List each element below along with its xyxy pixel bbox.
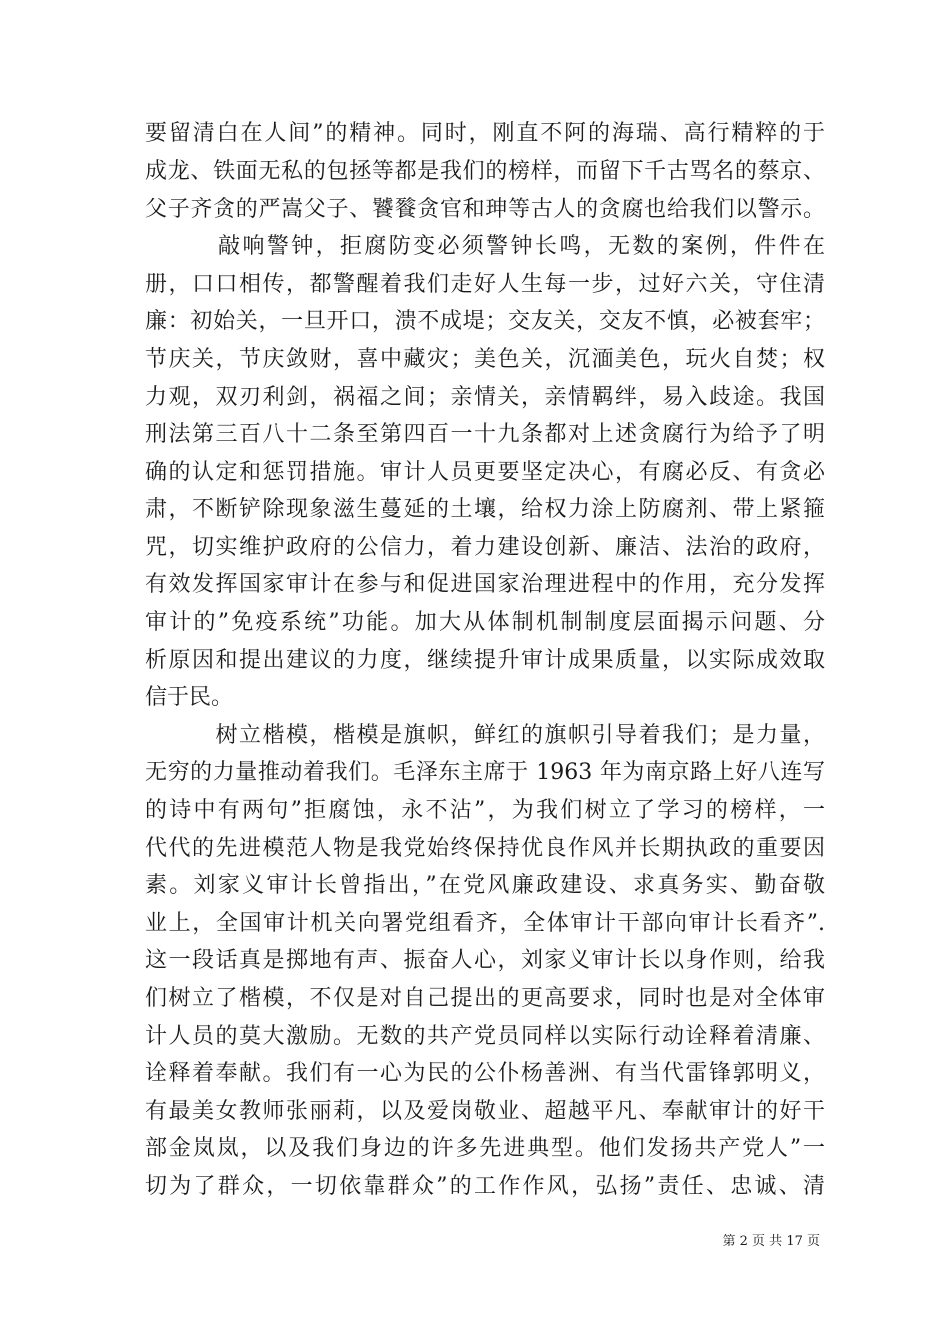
text-line: 敲响警钟，拒腐防变必须警钟长鸣，无数的案例，件件在: [145, 234, 825, 259]
text-line: 要留清白在人间”的精神。同时，刚直不阿的海瑞、高行精粹的于: [145, 121, 825, 146]
page-number-footer: 第 2 页 共 17 页: [722, 1234, 820, 1249]
text-line: 成龙、铁面无私的包拯等都是我们的榜样，而留下千古骂名的蔡京、: [145, 159, 825, 184]
text-line: 刑法第三百八十二条至第四百一十九条都对上述贪腐行为给予了明: [145, 422, 825, 447]
text-line: 这一段话真是掷地有声、振奋人心，刘家义审计长以身作则，给我: [145, 948, 825, 973]
text-line: 的诗中有两句”拒腐蚀，永不沾”，为我们树立了学习的榜样，一: [145, 798, 825, 823]
text-line: 部金岚岚，以及我们身边的许多先进典型。他们发扬共产党人”一: [145, 1136, 825, 1161]
text-line: 审计的”免疫系统”功能。加大从体制机制制度层面揭示问题、分: [145, 610, 825, 635]
text-line: 父子齐贪的严嵩父子、饕餮贪官和珅等古人的贪腐也给我们以警示。: [145, 197, 825, 222]
text-line: 咒，切实维护政府的公信力，着力建设创新、廉洁、法治的政府，: [145, 535, 825, 560]
text-line: 无穷的力量推动着我们。毛泽东主席于 1963 年为南京路上好八连写: [145, 760, 825, 785]
text-line: 力观，双刃利剑，祸福之间；亲情关，亲情羁绊，易入歧途。我国: [145, 385, 825, 410]
text-line: 节庆关，节庆敛财，喜中藏灾；美色关，沉湎美色，玩火自焚；权: [145, 347, 825, 372]
text-line: 树立楷模，楷模是旗帜，鲜红的旗帜引导着我们；是力量，: [145, 723, 825, 748]
text-line: 有最美女教师张丽莉，以及爱岗敬业、超越平凡、奉献审计的好干: [145, 1099, 825, 1124]
text-line: 析原因和提出建议的力度，继续提升审计成果质量，以实际成效取: [145, 648, 825, 673]
text-line: 廉：初始关，一旦开口，溃不成堤；交友关，交友不慎，必被套牢；: [145, 309, 825, 334]
text-line: 代代的先进模范人物是我党始终保持优良作风并长期执政的重要因: [145, 836, 825, 861]
text-line: 有效发挥国家审计在参与和促进国家治理进程中的作用，充分发挥: [145, 572, 825, 597]
text-line: 们树立了楷模，不仅是对自己提出的更高要求，同时也是对全体审: [145, 986, 825, 1011]
text-line: 计人员的莫大激励。无数的共产党员同样以实际行动诠释着清廉、: [145, 1024, 825, 1049]
text-line: 册，口口相传，都警醒着我们走好人生每一步，过好六关，守住清: [145, 272, 825, 297]
text-line: 素。刘家义审计长曾指出，”在党风廉政建设、求真务实、勤奋敬: [145, 873, 825, 898]
text-line: 信于民。: [145, 685, 234, 710]
text-line: 肃，不断铲除现象滋生蔓延的土壤，给权力涂上防腐剂、带上紧箍: [145, 497, 825, 522]
text-line: 业上，全国审计机关向署党组看齐，全体审计干部向审计长看齐”.: [145, 911, 825, 936]
text-line: 确的认定和惩罚措施。审计人员更要坚定决心，有腐必反、有贪必: [145, 460, 825, 485]
text-line: 切为了群众，一切依靠群众”的工作作风，弘扬”责任、忠诚、清: [145, 1174, 825, 1199]
text-line: 诠释着奉献。我们有一心为民的公仆杨善洲、有当代雷锋郭明义，: [145, 1061, 825, 1086]
